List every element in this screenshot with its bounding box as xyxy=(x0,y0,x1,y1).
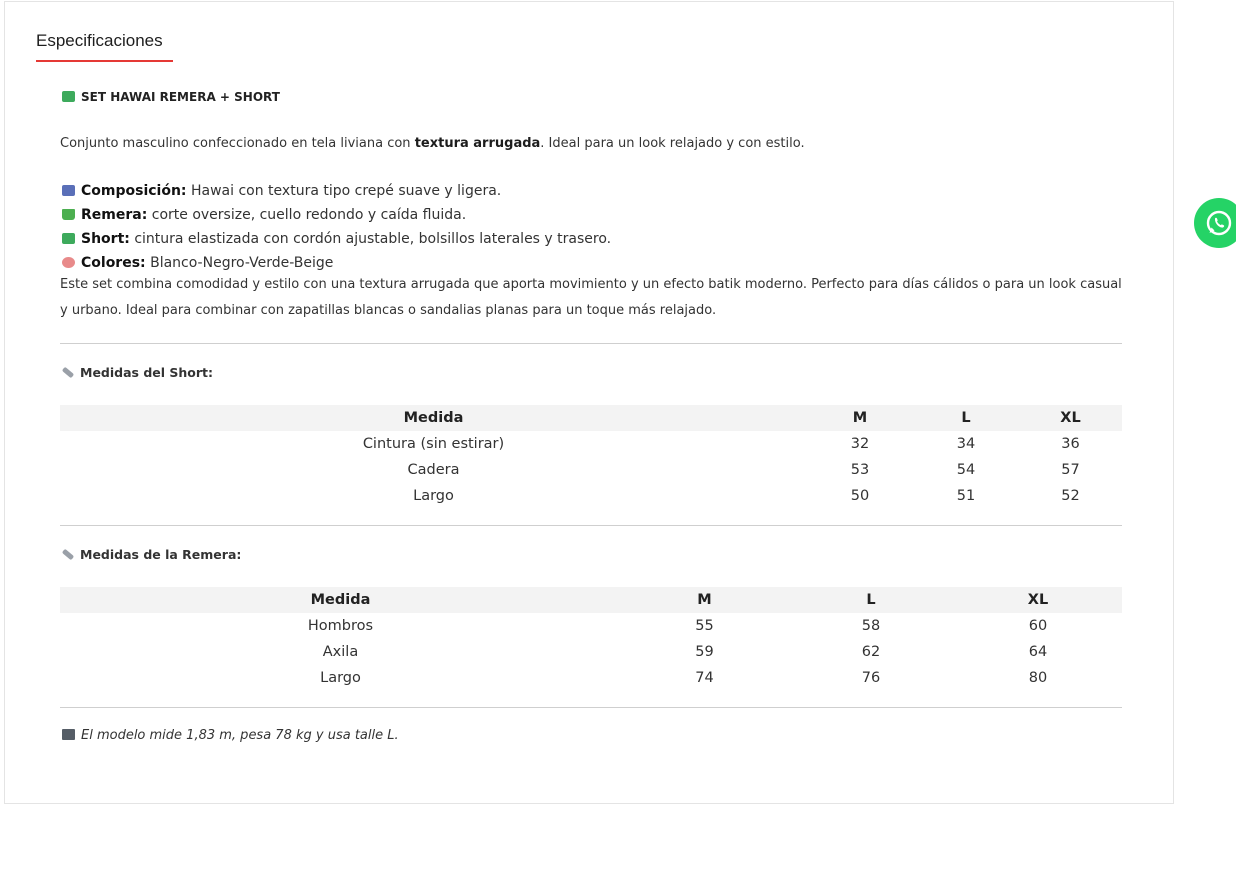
shirt-size-table xyxy=(60,587,1122,691)
column-header: M xyxy=(807,405,913,431)
table-cell: 62 xyxy=(861,644,881,660)
description-paragraph: Este set combina comodidad y estilo con una textura arrugada que aporta movimiento y un efecto batik moderno. Perfecto para días cálidos o para un look casual y urbano. Ideal para combinar con zapatillas blancas o sandalias planas para un toque más relajado. xyxy=(60,277,1122,318)
column-header: Medida xyxy=(60,405,807,431)
table-cell: Largo xyxy=(413,488,454,504)
whatsapp-icon xyxy=(1205,209,1233,237)
divider xyxy=(60,525,1122,526)
table-cell: 52 xyxy=(1061,488,1080,504)
table-cell: 60 xyxy=(1028,618,1048,634)
short-size-table xyxy=(60,405,1122,509)
table-row xyxy=(60,665,1122,691)
table-header-row xyxy=(60,587,1122,613)
column-header: Medida xyxy=(60,587,621,613)
specifications-panel xyxy=(4,1,1174,804)
table-cell: 76 xyxy=(861,670,881,686)
spec-colores: Colores: Blanco-Negro-Verde-Beige xyxy=(62,251,611,275)
ruler-icon xyxy=(62,367,74,379)
short-measures-title: Medidas del Short: xyxy=(62,365,213,380)
palette-icon xyxy=(62,257,75,268)
column-header: M xyxy=(621,587,788,613)
table-cell: 80 xyxy=(1028,670,1048,686)
camera-icon xyxy=(62,729,75,740)
tab-especificaciones[interactable]: Especificaciones xyxy=(36,31,163,50)
ruler-icon xyxy=(62,549,74,561)
spec-list xyxy=(62,179,611,275)
table-row xyxy=(60,639,1122,665)
spool-icon xyxy=(62,185,75,196)
shorts-icon xyxy=(62,233,75,244)
table-cell: 34 xyxy=(956,436,976,452)
t-shirt-icon xyxy=(62,209,75,220)
spec-remera: Remera: corte oversize, cuello redondo y caída fluida. xyxy=(62,203,611,227)
spec-short: Short: cintura elastizada con cordón ajustable, bolsillos laterales y trasero. xyxy=(62,227,611,251)
table-cell: 64 xyxy=(1028,644,1048,660)
column-header: XL xyxy=(954,587,1122,613)
column-header: XL xyxy=(1019,405,1122,431)
table-row xyxy=(60,431,1122,457)
intro-text: Conjunto masculino confeccionado en tela liviana con textura arrugada. Ideal para un look relajado y con estilo. xyxy=(60,136,805,151)
table-row xyxy=(60,483,1122,509)
table-cell: Cadera xyxy=(407,462,460,478)
table-cell: 57 xyxy=(1061,462,1080,478)
table-row xyxy=(60,457,1122,483)
model-note: El modelo mide 1,83 m, pesa 78 kg y usa talle L. xyxy=(62,728,399,743)
divider xyxy=(60,707,1122,708)
table-cell: Axila xyxy=(322,644,359,660)
column-header: L xyxy=(788,587,954,613)
shorts-icon xyxy=(62,91,75,102)
table-cell: 32 xyxy=(850,436,870,452)
whatsapp-button[interactable] xyxy=(1194,198,1236,248)
table-cell: 59 xyxy=(695,644,714,660)
table-header-row xyxy=(60,405,1122,431)
table-row xyxy=(60,613,1122,639)
table-cell: 55 xyxy=(695,618,714,634)
table-cell: 53 xyxy=(850,462,870,478)
table-cell: 51 xyxy=(956,488,976,504)
divider xyxy=(60,343,1122,344)
spec-composicion: Composición: Hawai con textura tipo crepé suave y ligera. xyxy=(62,179,611,203)
shirt-measures-title: Medidas de la Remera: xyxy=(62,547,241,562)
table-cell: 74 xyxy=(695,670,714,686)
table-cell: 50 xyxy=(850,488,870,504)
table-cell: 36 xyxy=(1061,436,1080,452)
table-cell: Largo xyxy=(320,670,361,686)
column-header: L xyxy=(913,405,1019,431)
table-cell: Cintura (sin estirar) xyxy=(362,436,505,452)
table-cell: 58 xyxy=(861,618,881,634)
table-cell: 54 xyxy=(956,462,976,478)
active-tab-indicator xyxy=(36,60,173,62)
product-heading: SET HAWAI REMERA + SHORT xyxy=(62,90,280,104)
table-cell: Hombros xyxy=(307,618,374,634)
